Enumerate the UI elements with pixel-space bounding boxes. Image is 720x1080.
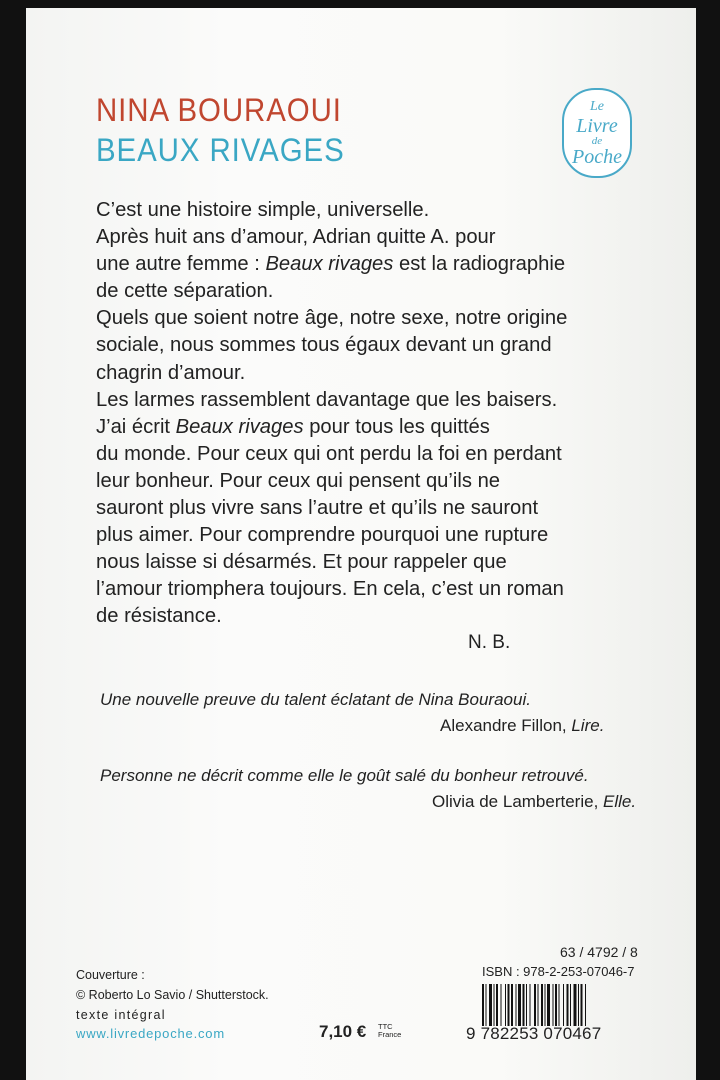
press-quote: Une nouvelle preuve du talent éclatant de Nina Bouraoui.	[100, 690, 531, 709]
critic-name: Olivia de Lamberterie,	[432, 792, 604, 811]
cover-credit-label: Couverture :	[76, 968, 145, 982]
country-label: France	[378, 1029, 402, 1039]
tax-note	[378, 1023, 401, 1038]
synopsis-line: leur bonheur. Pour ceux qui pensent qu’ils ne	[96, 469, 501, 492]
synopsis-line: plus aimer. Pour comprendre pourquoi une rupture	[96, 524, 549, 547]
synopsis-line: chagrin d’amour.	[96, 361, 246, 384]
publisher-website: www.livredepoche.com	[76, 1026, 225, 1041]
scan-border-right	[696, 0, 720, 1080]
press-quote: Personne ne décrit comme elle le goût salé du bonheur retrouvé.	[100, 766, 589, 785]
livre-de-poche-logo	[562, 88, 632, 178]
synopsis-line: Après huit ans d’amour, Adrian quitte A. pour	[96, 226, 496, 249]
press-quote-attribution	[432, 792, 636, 812]
synopsis-line: l’amour triomphera toujours. En cela, c’est un roman	[96, 578, 564, 601]
unabridged-label: texte intégral	[76, 1008, 166, 1022]
logo-text: de	[591, 135, 603, 147]
barcode	[482, 984, 632, 1026]
cover-credit: © Roberto Lo Savio / Shutterstock.	[76, 988, 269, 1002]
synopsis-line: de résistance.	[96, 605, 222, 628]
catalog-code: 63 / 4792 / 8	[560, 944, 638, 960]
synopsis-title-ref: Beaux rivages	[175, 415, 304, 438]
author-initials: N. B.	[468, 632, 511, 653]
synopsis-line: C’est une histoire simple, universelle.	[96, 199, 430, 221]
synopsis-text: est la radiographie	[393, 253, 566, 276]
ttc-label: TTC	[378, 1022, 393, 1031]
synopsis-line: sociale, nous sommes tous égaux devant un grand	[96, 334, 552, 357]
publication-name: Elle.	[603, 792, 637, 811]
synopsis-text: J’ai écrit	[96, 415, 176, 438]
logo-text: Livre	[576, 115, 618, 137]
critic-name: Alexandre Fillon,	[440, 716, 572, 735]
logo-text: Poche	[572, 146, 622, 168]
press-quote-attribution	[440, 716, 604, 736]
synopsis-line: de cette séparation.	[96, 280, 274, 303]
logo-text: Le	[590, 99, 604, 114]
synopsis	[96, 197, 656, 631]
synopsis-line	[96, 414, 656, 441]
synopsis-line: du monde. Pour ceux qui ont perdu la foi en perdant	[96, 442, 562, 465]
synopsis-title-ref: Beaux rivages	[265, 253, 394, 276]
scan-border-top	[0, 0, 720, 8]
synopsis-line: sauront plus vivre sans l’autre et qu’ils ne sauront	[96, 497, 539, 520]
synopsis-line: Quels que soient notre âge, notre sexe, notre origine	[96, 307, 568, 330]
synopsis-text: pour tous les quittés	[303, 415, 490, 438]
isbn: ISBN : 978-2-253-07046-7	[482, 964, 635, 979]
synopsis-line: Les larmes rassemblent davantage que les baisers.	[96, 388, 558, 411]
publication-name: Lire.	[571, 716, 605, 735]
book-title: BEAUX RIVAGES	[96, 132, 345, 168]
price: 7,10 €	[319, 1022, 367, 1041]
author-name: NINA BOURAOUI	[96, 92, 342, 128]
scan-border-left	[0, 0, 26, 1080]
barcode-digits: 9 782253 070467	[466, 1024, 602, 1043]
synopsis-line	[96, 251, 656, 278]
synopsis-text: une autre femme :	[96, 253, 266, 276]
synopsis-line: nous laisse si désarmés. Et pour rappeler que	[96, 551, 507, 574]
